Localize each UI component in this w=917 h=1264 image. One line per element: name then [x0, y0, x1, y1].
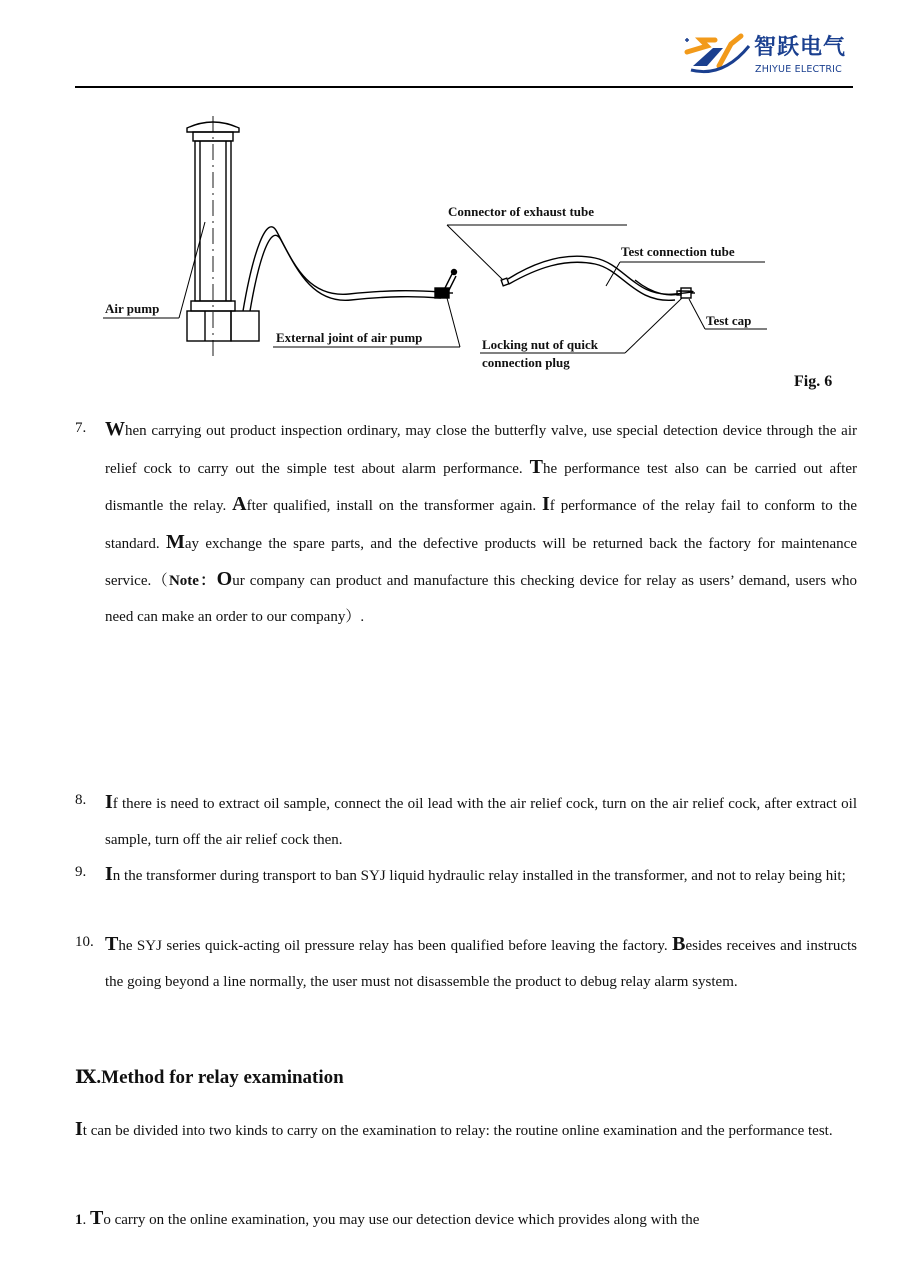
step-1-paragraph [75, 1200, 857, 1238]
text-segment: hen carrying out product inspection ordinary, may close the butterfly valve, use special detection device through the air relief cock to carry out the simple test about alarm performance. [105, 423, 857, 477]
drop-cap: T [90, 1207, 104, 1229]
item-text [105, 926, 857, 1000]
test-tube-inner [509, 262, 675, 300]
step-number: 1 [75, 1212, 83, 1228]
text-segment: he performance test also can be carried out after dismantle the relay. [105, 460, 857, 514]
drop-cap: I [542, 493, 550, 515]
drop-cap: A [232, 493, 247, 515]
drop-cap: T [105, 933, 119, 955]
diagram-drawing [95, 112, 855, 384]
logo-english-text: ZHIYUE ELECTRIC [755, 64, 843, 75]
text-segment: he SYJ series quick-acting oil pressure relay has been qualified before leaving the factory. [118, 938, 673, 954]
drop-cap: I [105, 791, 113, 813]
label-test-connection-tube: Test connection tube [621, 244, 735, 259]
drop-cap: M [165, 530, 185, 553]
list-item-10 [75, 926, 857, 1000]
intro-paragraph [75, 1111, 857, 1149]
pump-base [187, 311, 231, 341]
text-segment: n the transformer during transport to ban SYJ liquid hydraulic relay installed in the transformer, and not to relay being hit; [112, 868, 846, 884]
note-text: ur company can product and manufacture this checking device for relay as users’ demand, users who need can make an order to our company）. [105, 573, 857, 625]
fig6-diagram [95, 112, 855, 384]
section-title: Ⅸ.Method for relay examination [75, 1067, 344, 1088]
label-locking-nut-line2: connection plug [482, 355, 570, 370]
label-connector-exhaust: Connector of exhaust tube [448, 204, 595, 219]
list-item-8 [75, 784, 857, 858]
pump-cap-neck [193, 132, 233, 141]
item-number: 8. [75, 792, 87, 808]
label-test-cap: Test cap [706, 313, 752, 328]
text-segment: t can be divided into two kinds to carry on the examination to relay: the routine online examination and the performance test. [82, 1123, 833, 1139]
text-segment: f there is need to extract oil sample, connect the oil lead with the air relief cock, turn on the air relief cock, after extract oil sample, turn off the air relief cock then. [105, 796, 857, 848]
label-air-pump: Air pump [105, 301, 160, 316]
pump-outlet [231, 311, 259, 341]
item-text [105, 784, 857, 858]
pump-hose-outer [243, 227, 441, 311]
drop-cap: I [105, 863, 113, 885]
text-segment: f performance of the relay fail to conform to the standard. [105, 498, 857, 552]
text-segment: o carry on the online examination, you may use our detection device which provides along with the [103, 1212, 700, 1228]
label-locking-nut-line1: Locking nut of quick [482, 337, 598, 352]
item-number: 10. [75, 934, 94, 950]
drop-cap: O [216, 568, 233, 590]
pump-hose-inner [250, 235, 441, 311]
external-joint [435, 288, 449, 298]
item-number: 7. [75, 420, 87, 436]
text-segment: fter qualified, install on the transformer again. [246, 498, 542, 514]
drop-cap: W [105, 418, 125, 440]
step-separator: . [82, 1212, 90, 1228]
drop-cap: T [529, 455, 543, 478]
item-text [105, 856, 857, 894]
logo-chinese-text: 智跃电气 [754, 35, 847, 60]
figure-caption: Fig. 6 [794, 373, 833, 390]
text-segment: ay exchange the spare parts, and the defective products will be returned back the factory for maintenance service.（ [105, 535, 857, 589]
drop-cap: I [75, 1118, 83, 1140]
label-external-joint: External joint of air pump [276, 330, 423, 345]
item-number: 9. [75, 864, 87, 880]
list-item-9 [75, 856, 857, 894]
text-segment: esides receives and instructs the going beyond a line normally, the user must not disassemble the product to debug relay alarm system. [105, 938, 857, 990]
drop-cap: B [672, 933, 686, 955]
item-text [105, 412, 857, 635]
header-divider [75, 86, 853, 88]
list-item-7 [75, 412, 857, 635]
note-label: Note： [168, 573, 217, 589]
